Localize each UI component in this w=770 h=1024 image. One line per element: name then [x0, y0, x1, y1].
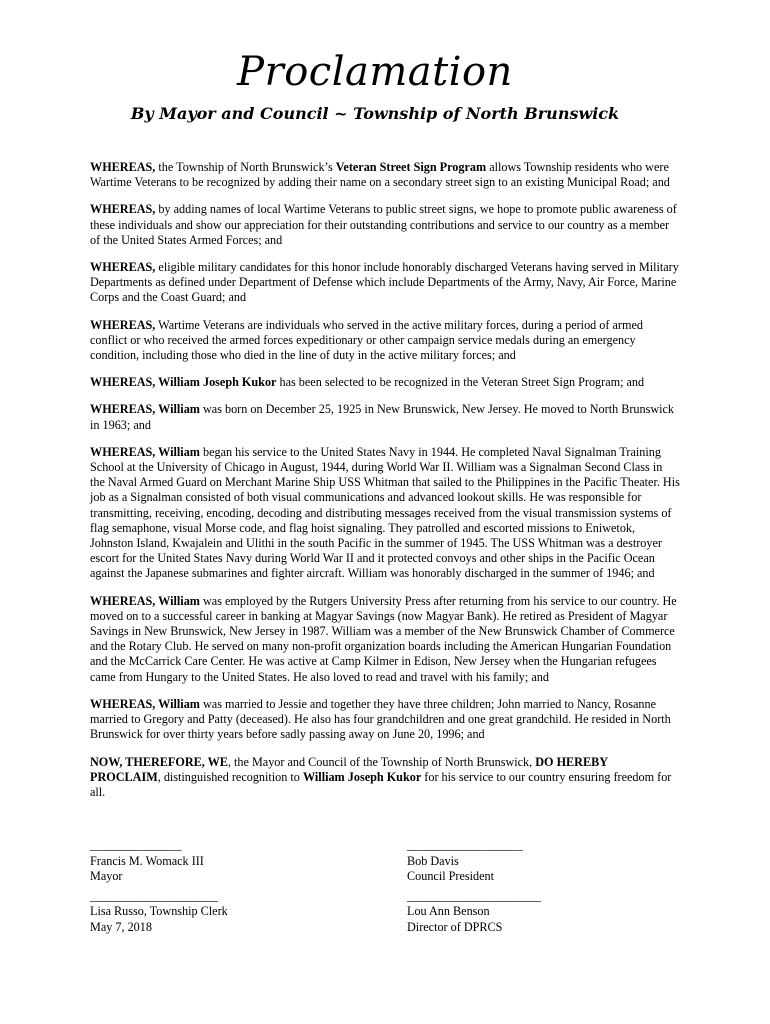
signature-column-right: [407, 838, 667, 935]
document-title: Proclamation: [237, 49, 513, 95]
paragraph-text: has been selected to be recognized in the Veteran Street Sign Program; and: [276, 375, 645, 390]
paragraph-lead: WHEREAS,: [90, 260, 156, 275]
signature-line: _____________________: [90, 888, 218, 903]
paragraph-lead: NOW, THEREFORE, WE: [90, 754, 228, 769]
honoree-name: William Joseph Kukor: [302, 769, 422, 784]
paragraph-lead: WHEREAS,: [90, 317, 156, 332]
paragraph-lead: WHEREAS, William: [90, 444, 200, 459]
paragraph-text: the Township of North Brunswick’s: [155, 160, 336, 174]
signer-name: Francis M. Womack III: [90, 853, 204, 868]
paragraph-text: was married to Jessie and together they have three children; John married to Nancy, Rosanne married to Gregory and Patty (deceased). He also has four grandchildren and one great grandchild. He resided in North Brunswick for over thirty years before sadly passing away on June 20, 1996; and: [90, 696, 671, 742]
paragraph-text: allows Township residents who were Wartime Veterans to be recognized by adding their name on a secondary street sign to an existing Municipal Road; and: [90, 160, 670, 190]
paragraph-lead: WHEREAS,: [90, 160, 156, 174]
signature-line: _______________: [90, 838, 182, 852]
signature-line: ______________________: [407, 888, 542, 903]
signer-name: Lisa Russo, Township Clerk: [90, 904, 228, 918]
signer-title: Director of DPRCS: [407, 919, 503, 934]
paragraph-text: was employed by the Rutgers University Press after returning from his service to our country. He moved on to a successful career in banking at Magyar Savings (now Magyar Bank). He retired as President of Magyar Savings in New Brunswick, New Jersey in 1987. William was a member of the New Brunswick Chamber of Commerce and the Rotary Club. He served on many non-profit organization boards including the American Hungarian Foundation and the McCarrick Care Center. He was active at Camp Kilmer in Edison, New Jersey when the Hungarian refugees came from Hungary to the United States. He also loved to read and travel with his family; and: [90, 593, 677, 684]
signer-title: Mayor: [90, 869, 123, 883]
signature-column-left: [90, 838, 350, 935]
whereas-paragraph-2: [90, 202, 680, 248]
signer-title: Council President: [407, 869, 494, 883]
signer-name: Lou Ann Benson: [407, 904, 490, 918]
paragraph-text: by adding names of local Wartime Veterans to public street signs, we hope to promote public awareness of these individuals and show our appreciation for their outstanding contributions and service to our country as a member of the United States Armed Forces; and: [90, 202, 677, 247]
paragraph-lead: WHEREAS, William Joseph Kukor: [90, 375, 277, 390]
paragraph-text: for his service to our country ensuring freedom for all.: [90, 769, 672, 799]
paragraph-text: Wartime Veterans are individuals who served in the active military forces, during a period of armed conflict or who received the armed forces expeditionary or other campaign service medals during an emergency condition, including those who died in the line of duty in the active military forces; and: [90, 317, 643, 363]
whereas-paragraph-8: [90, 594, 680, 685]
paragraph-text: began his service to the United States Navy in 1944. He completed Naval Signalman Training School at the University of Chicago in August, 1944, during World War II. William was a Signalman Second Class in the Naval Armed Guard on Merchant Marine Ship USS Whitman that sailed to the Philippines in the Pacific Theater. His job as a Signalman consisted of both visual communications and advanced lookout skills. He was responsible for transmitting, receiving, encoding, decoding and distributing messages received from the visual transmission systems of flag semaphone, visual Morse code, and flag hoist signaling. They patrolled and escorted missions to Eniwetok, Johnston Island, Kwajalein and Ulithi in the south Pacific in the summer of 1945. The USS Whitman was a destroyer escort for the United States Navy during World War II and it protected convoys and other ships in the Pacific Ocean against the Japanese submarines and fighter aircraft. William was honorably discharged in the summer of 1946; and: [90, 444, 680, 581]
whereas-paragraph-1: [90, 160, 680, 190]
proclaim-paragraph: [90, 755, 680, 801]
proclamation-body: [90, 160, 680, 812]
paragraph-lead: WHEREAS,: [90, 202, 156, 217]
whereas-paragraph-4: [90, 318, 680, 364]
paragraph-text: eligible military candidates for this honor include honorably discharged Veterans having served in Military Departments as defined under Department of Defense which include Departments of the Army, Navy, Air Force, Marine Corps and the Coast Guard; and: [90, 260, 679, 305]
document-subtitle: By Mayor and Council ~ Township of North Brunswick: [130, 104, 620, 123]
proclaim-phrase: DO HEREBY PROCLAIM: [90, 754, 608, 784]
whereas-paragraph-9: [90, 697, 680, 743]
signature-line: ___________________: [407, 838, 523, 852]
whereas-paragraph-6: [90, 402, 680, 432]
paragraph-text: , distinguished recognition to: [157, 769, 303, 784]
document-date: May 7, 2018: [90, 919, 152, 934]
signer-name: Bob Davis: [407, 853, 459, 868]
paragraph-lead: WHEREAS, William: [90, 402, 200, 417]
whereas-paragraph-7: [90, 445, 680, 582]
paragraph-text: , the Mayor and Council of the Township of North Brunswick,: [227, 754, 536, 769]
program-name: Veteran Street Sign Program: [335, 160, 487, 174]
whereas-paragraph-5: [90, 375, 680, 390]
paragraph-lead: WHEREAS, William: [90, 593, 200, 608]
paragraph-text: was born on December 25, 1925 in New Brunswick, New Jersey. He moved to North Brunswick in 1963; and: [90, 402, 675, 432]
whereas-paragraph-3: [90, 260, 680, 306]
paragraph-lead: WHEREAS, William: [90, 696, 200, 711]
